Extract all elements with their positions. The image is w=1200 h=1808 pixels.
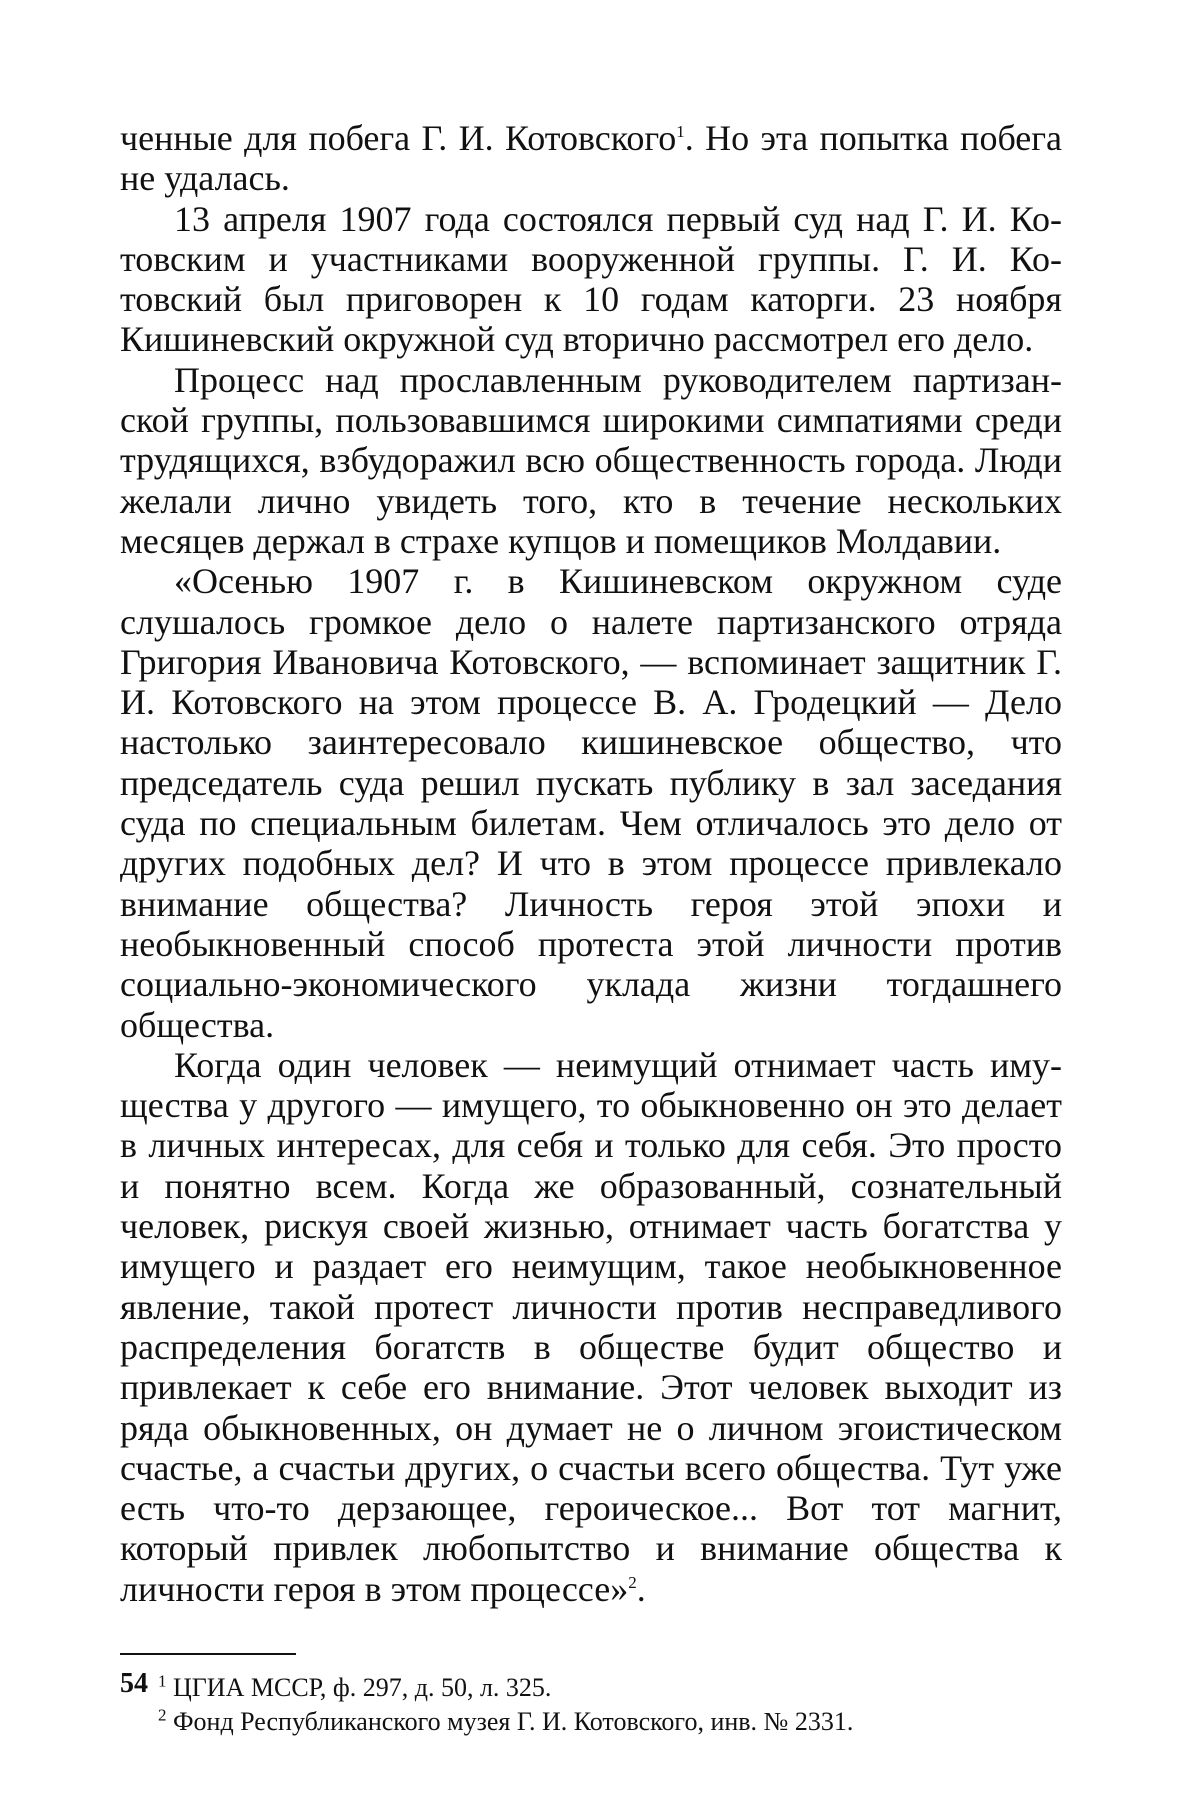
paragraph-2 xyxy=(120,199,1062,360)
paragraph-5-quote xyxy=(120,1045,1062,1609)
paragraph-5-text: Когда один человек — неимущий отнимает часть имущества у другого — имущего, то обыкновенно он это делает в личных интересах, для себя и только для себя. Это просто и понятно всем. Когда же образованный, сознательный человек, рискуя своей жизнью, отнимает часть богатства у имущего и раздает его неимущим, такое необыкновенное явление, такой протест личности против несправедливого распределения богатств в обществе будит общество и привлекает к себе его внимание. Этот человек выходит из ряда обыкновенных, он думает не о личном эгоистическом счастье, а счастьи других, о счастьи всего общества. Тут уже есть что-то дерзающее, героическое... Вот тот магнит, который привлек любопытство и внимание общества к личности героя в этом процессе» xyxy=(120,1044,1062,1609)
footnote-ref-2[interactable]: 2 xyxy=(628,1572,637,1592)
paragraph-4-quote xyxy=(120,561,1062,1045)
footnote-1-text: ЦГИА МССР, ф. 297, д. 50, л. 325. xyxy=(173,1672,552,1702)
paragraph-1-text: ченные для побега Г. И. Котовского xyxy=(120,118,677,158)
footnote-ref-1[interactable]: 1 xyxy=(676,122,685,141)
paragraph-4-text: «Осенью 1907 г. в Кишиневском окружном суде слушалось громкое дело о налете партизанского отряда Григория Ивановича Котовского, — вспоминает защитник Г. И. Котовского на этом процессе В. А. Гродецкий — Дело настолько заинтересовало кишиневское общество, что председатель суда решил пускать публику в зал заседания суда по специальным билетам. Чем отличалось это дело от других подобных дел? И что в этом процессе привлекало внимание общества? Личность героя этой эпохи и необыкновенный способ протеста этой личности против социально-экономического уклада жизни тогдашнего общества. xyxy=(120,561,1062,1045)
footnote-1 xyxy=(120,1671,1062,1705)
footnote-2-text: Фонд Республиканского музея Г. И. Котовского, инв. № 2331. xyxy=(173,1706,854,1736)
footnote-1-mark: 1 xyxy=(158,1671,167,1691)
paragraph-1-text-end: . Но эта попытка побега не удалась. xyxy=(120,118,1063,199)
footnote-separator xyxy=(120,1653,296,1655)
paragraph-5-text-end: . xyxy=(636,1568,646,1609)
page-body xyxy=(120,118,1062,1739)
paragraph-1 xyxy=(120,118,1062,199)
paragraph-3 xyxy=(120,360,1062,561)
footnote-2-mark: 2 xyxy=(158,1705,167,1725)
page-number: 54 xyxy=(120,1668,148,1699)
footnote-2 xyxy=(120,1705,1062,1739)
paragraph-2-text: 13 апреля 1907 года состоялся первый суд над Г. И. Котовским и участниками вооруженной группы. Г. И. Котовский был приговорен к 10 годам каторги. 23 ноября Кишиневский окружной суд вторично рассмотрел его дело. xyxy=(120,198,1062,360)
paragraph-3-text: Процесс над прославленным руководителем партизанской группы, пользовавшимся широкими симпатиями среди трудящихся, взбудоражил всю общественность города. Люди желали лично увидеть того, кто в течение нескольких месяцев держал в страхе купцов и помещиков Молдавии. xyxy=(120,359,1062,561)
